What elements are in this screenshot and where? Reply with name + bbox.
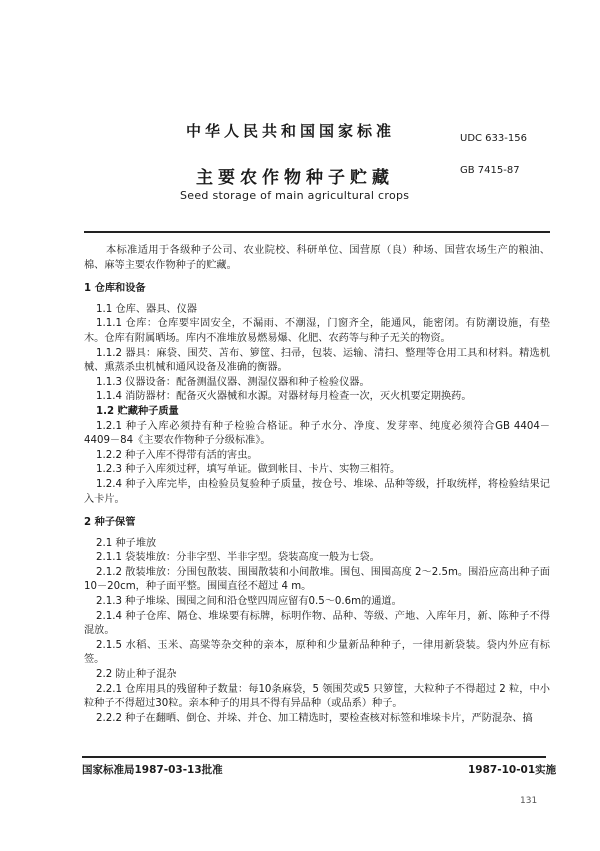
clause-1-1-4: 1.1.4 消防器材：配备灭火器械和水源。对器材每月检查一次，灭火机要定期换药。 [96,391,472,403]
clause-2-1-2: 2.1.2 散装堆放：分围包散装、围囤散装和小间散堆。围包、围囤高度 2～2.5m。围沿应高出种子面10－20cm，种子面平整。围囤直径不超过 4 m。 [84,566,550,593]
clause-1-1-2: 1.1.2 器具：麻袋、围芡、苫布、箩筐、扫帚，包装、运输、清扫、整理等仓用工具和材料。精选机械、熏蒸杀虫机械和通风设备及准确的衡器。 [84,347,550,374]
section-2-1-heading: 2.1 种子堆放 [96,537,157,549]
standard-type-heading: 中华人民共和国国家标准 [186,122,396,140]
clause-1-2-4: 1.2.4 种子入库完毕，由检验员复验种子质量，按仓号、堆垛、品种等级，扦取统样，将检验结果记入卡片。 [84,478,550,505]
clause-1-2-3: 1.2.3 种子入库须过秤，填写单证。做到帐目、卡片、实物三相符。 [96,464,401,476]
approval-date: 国家标准局1987-03-13批准 [82,764,223,776]
clause-2-2-2: 2.2.2 种子在翻晒、倒仓、并垛、并仓、加工精选时，要检查核对标签和堆垛卡片，严防混杂、搞 [96,712,533,724]
intro-paragraph: 本标准适用于各级种子公司、农业院校、科研单位、国营原（良）种场、国营农场生产的粮油、棉、麻等主要农作物种子的贮藏。 [84,245,550,271]
clause-2-1-3: 2.1.3 种子堆垛、围囤之间和沿仓壁四周应留有0.5～0.6m的通道。 [96,596,402,608]
clause-2-1-4: 2.1.4 种子仓库、隔仓、堆垛要有标牌，标明作物、品种、等级、产地、入库年月，新、陈种子不得混放。 [84,610,550,637]
udc-code: UDC 633-156 [460,133,527,144]
clause-2-1-5: 2.1.5 水稻、玉米、高粱等杂交种的亲本，原种和少量新品种种子，一律用新袋装。袋内外应有标签。 [84,639,550,666]
clause-1-1-3: 1.1.3 仪器设备：配备测温仪器、测湿仪器和种子检验仪器。 [96,376,370,388]
effective-date: 1987-10-01实施 [468,764,557,776]
section-1-2-heading: 1.2 贮藏种子质量 [96,405,179,417]
page-number: 131 [520,796,538,806]
clause-1-2-1: 1.2.1 种子入库必须持有种子检验合格证。种子水分、净度、发芽率、纯度必须符合GB 4404－4409－84《主要农作物种子分级标准》。 [84,420,550,447]
header-divider [84,231,550,233]
footer-divider [82,756,546,758]
clause-2-2-1: 2.2.1 仓库用具的残留种子数量：每10条麻袋，5 领围芡或5 只箩筐，大粒种子不得超过 2 粒，中小粒种子不得超过30粒。亲本种子的用具不得有异品种（或品系）种子。 [84,683,550,710]
section-2-heading: 2 种子保管 [84,517,136,529]
clause-1-1-1: 1.1.1 仓库：仓库要牢固安全，不漏雨、不潮湿，门窗齐全，能通风，能密闭。有防潮设施，有垫木。仓库有附属晒场。库内不准堆放易燃易爆、化肥、农药等与种子无关的物资。 [84,318,550,344]
document-title-english: Seed storage of main agricultural crops [180,189,410,202]
document-body [84,244,550,726]
section-1-heading: 1 仓库和设备 [84,283,146,295]
section-1-1-heading: 1.1 仓库、器具、仪器 [96,303,197,315]
gb-code: GB 7415-87 [460,165,520,176]
section-2-2-heading: 2.2 防止种子混杂 [96,669,177,681]
clause-2-1-1: 2.1.1 袋装堆放：分非字型、半非字型。袋装高度一般为七袋。 [96,552,380,564]
document-title: 主要农作物种子贮藏 [196,168,394,188]
clause-1-2-2: 1.2.2 种子入库不得带有活的害虫。 [96,449,258,461]
